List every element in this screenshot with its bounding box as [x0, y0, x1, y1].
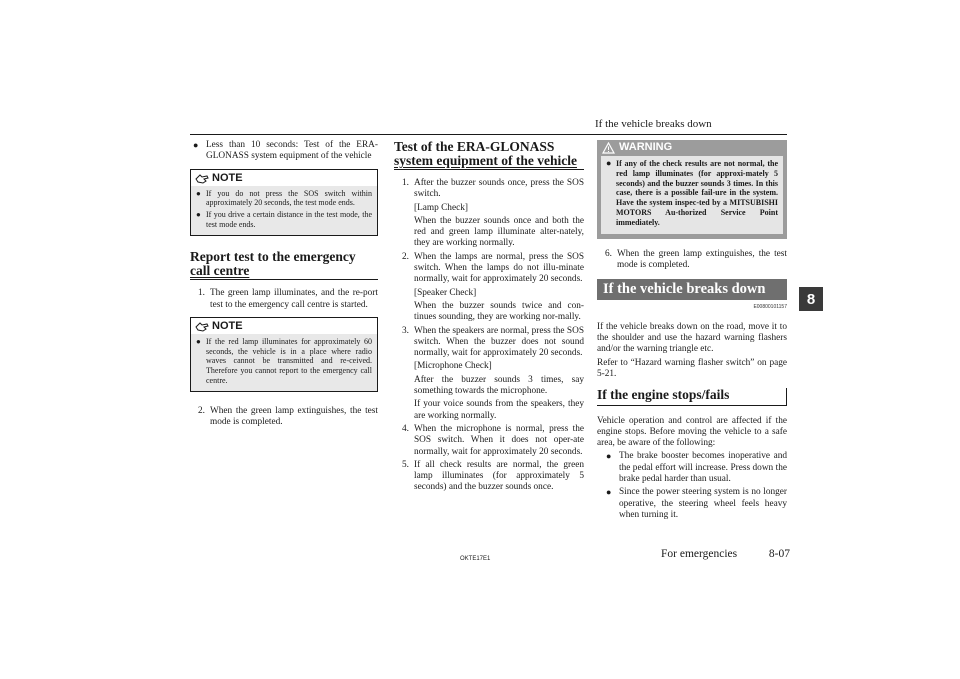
note-label: NOTE [212, 319, 243, 332]
note-hand-icon [195, 321, 209, 332]
bullet-icon: ● [606, 487, 612, 498]
warning-label: WARNING [619, 141, 673, 154]
note-box [190, 169, 378, 237]
column-right [597, 140, 787, 523]
note-item: ● If you drive a certain distance in the test mode, the test mode ends. [196, 210, 372, 229]
step-item: 1. After the buzzer sounds once, press the SOS switch. [Lamp Check] When the buzzer sounds once and both the red and green lamp illuminate alter-nately, they are working normally. [402, 178, 584, 249]
bullet-item: ● Since the power steering system is no longer operative, the steering wheel feels heavy when turning it. [606, 487, 787, 520]
note-body [191, 334, 377, 391]
paragraph: Refer to “Hazard warning flasher switch” on page 5-21. [597, 357, 787, 379]
step-item: 4. When the microphone is normal, press the SOS switch. When it does not oper-ate normally, wait for approximately 20 seconds. [402, 423, 584, 457]
bullet-icon: ● [606, 158, 612, 168]
note-hand-icon [195, 173, 209, 184]
note-body [191, 186, 377, 235]
bullet-icon: ● [196, 210, 201, 220]
step-item: 5. If all check results are normal, the green lamp illuminates (for approximately 5 seconds) and the buzzer sounds once. [402, 459, 584, 493]
note-label: NOTE [212, 171, 243, 184]
page-header-title: If the vehicle breaks down [595, 118, 712, 130]
warning-item: ● If any of the check results are not normal, the red lamp illuminates (for approxi-mately 5 seconds) and the buzzer sounds 3 times. In this case, there is a possible fail-ure in the system. Have the system inspec-ted by a MITSUBISHI MOTORS Au-thorized Service Point immediately. [606, 158, 778, 227]
bullet-item: ● Less than 10 seconds: Test of the ERA-GLONASS system equipment of the vehicle [193, 140, 378, 162]
bullet-item: ● The brake booster becomes inoperative and the pedal effort will increase. Press down the brake pedal harder than usual. [606, 451, 787, 485]
note-item: ● If you do not press the SOS switch within approximately 20 seconds, the test mode ends. [196, 188, 372, 208]
bullet-icon: ● [196, 188, 201, 198]
footer-code: OKTE17E1 [460, 556, 491, 562]
step-item: 2. When the green lamp extinguishes, the test mode is completed. [198, 406, 378, 428]
bullet-icon: ● [606, 451, 612, 462]
heading-era-glonass-test: Test of the ERA-GLONASS system equipment of the vehicle [394, 140, 584, 170]
warning-triangle-icon [602, 142, 615, 154]
bullet-icon: ● [196, 337, 201, 347]
page-number: 8-07 [768, 548, 790, 560]
note-item: ● If the red lamp illuminates for approximately 60 seconds, the vehicle is in a place where radio waves cannot be transmitted and re-ceived. Therefore you cannot report to the emergency call centre. [196, 337, 372, 385]
warning-header [597, 140, 787, 156]
step-item: 1. The green lamp illuminates, and the re-port test to the emergency call centre is started. [198, 288, 378, 310]
heading-engine-stops: If the engine stops/fails [597, 389, 787, 405]
heading-report-test: Report test to the emergency call centre [190, 250, 378, 280]
section-title-bar: If the vehicle breaks down [597, 279, 787, 300]
header-rule [190, 134, 787, 135]
column-left [190, 140, 378, 431]
step-item: 2. When the lamps are normal, press the SOS switch. When the lamps do not illu-minate normally, wait for approximately 20 seconds. [Speaker Check] When the buzzer sounds twice and con-tinues sounding, they are working nor-mally. [402, 251, 584, 323]
section-code: E00800101157 [753, 304, 787, 311]
chapter-tab: 8 [799, 287, 823, 311]
note-box [190, 317, 378, 392]
note-header [191, 170, 377, 186]
step-item: 6. When the green lamp extinguishes, the test mode is completed. [605, 248, 787, 270]
bullet-icon: ● [193, 140, 199, 150]
column-middle [394, 140, 584, 496]
warning-body [601, 156, 783, 234]
warning-box [597, 140, 787, 239]
paragraph: If the vehicle breaks down on the road, move it to the shoulder and use the hazard warning flashers and/or the warning triangle etc. [597, 321, 787, 355]
note-header [191, 318, 377, 334]
paragraph: Vehicle operation and control are affected if the engine stops. Before moving the vehicle to a safe area, be aware of the following: [597, 415, 787, 449]
step-item: 3. When the speakers are normal, press the SOS switch. When the buzzer does not sound normally, wait for approximately 20 seconds. [Microphone Check] After the buzzer sounds 3 times, say something towards the microphone. If your voice sounds from the speakers, they are working normally. [402, 325, 584, 421]
footer-section: For emergencies 8-07 [661, 548, 790, 560]
